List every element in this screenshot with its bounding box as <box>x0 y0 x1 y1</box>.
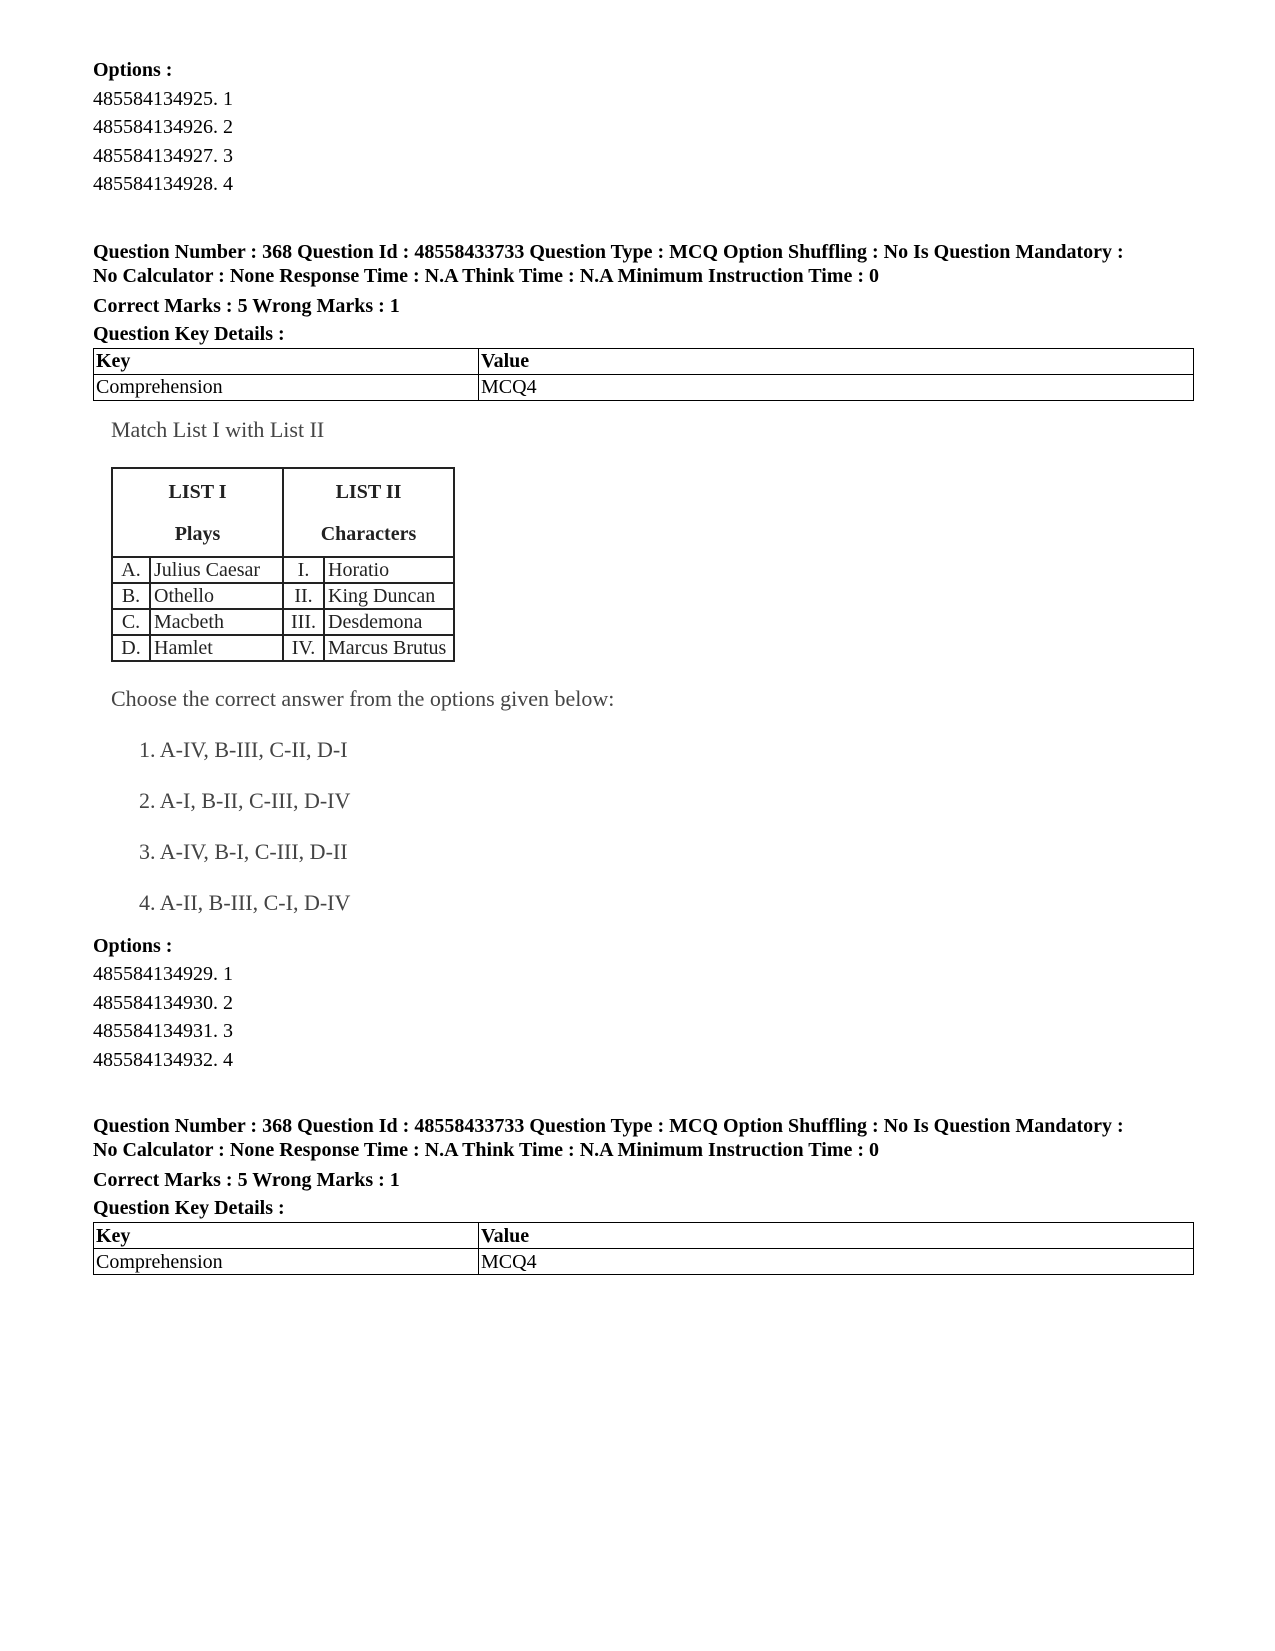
list1-letter: A. <box>112 557 150 583</box>
options-heading: Options : <box>93 59 173 81</box>
list1-header <box>112 468 283 557</box>
list1-play: Othello <box>150 583 283 609</box>
list2-numeral: I. <box>283 557 324 583</box>
value-header: Value <box>479 348 1194 374</box>
next-question-block <box>93 1114 1193 1275</box>
list2-character: Desdemona <box>324 609 454 635</box>
question-body <box>93 415 1193 918</box>
option-item: 485584134925. 1 <box>93 87 233 110</box>
list2-character: Horatio <box>324 557 454 583</box>
list1-play: Hamlet <box>150 635 283 661</box>
question-header-line2: No Calculator : None Response Time : N.A Think Time : N.A Minimum Instruction Time : 0 <box>93 264 879 287</box>
list1-title: LIST I <box>168 480 227 503</box>
key-details-label: Question Key Details : <box>93 1197 285 1219</box>
list1-letter: B. <box>112 583 150 609</box>
question-options-block <box>93 932 1193 1075</box>
key-cell: Comprehension <box>94 374 479 400</box>
option-item: 485584134931. 3 <box>93 1020 233 1042</box>
option-item: 485584134932. 4 <box>93 1048 233 1071</box>
choose-instruction: Choose the correct answer from the options given below: <box>111 685 615 711</box>
match-table <box>111 467 455 662</box>
match-row <box>112 609 454 635</box>
list2-character: King Duncan <box>324 583 454 609</box>
list2-numeral: II. <box>283 583 324 609</box>
option-item: 485584134927. 3 <box>93 144 233 167</box>
value-cell: MCQ4 <box>479 1249 1194 1275</box>
key-header: Key <box>94 348 479 374</box>
option-item: 485584134930. 2 <box>93 991 233 1014</box>
list1-play: Julius Caesar <box>150 557 283 583</box>
match-row <box>112 583 454 609</box>
list1-play: Macbeth <box>150 609 283 635</box>
question-header-line1: Question Number : 368 Question Id : 48558433733 Question Type : MCQ Option Shuffling : No Is Question Mandatory : <box>93 1115 1124 1137</box>
list1-letter: D. <box>112 635 150 661</box>
answer-choice: 4. A-II, B-III, C-I, D-IV <box>139 889 351 915</box>
match-row <box>112 635 454 661</box>
list2-character: Marcus Brutus <box>324 635 454 661</box>
question-header-line2: No Calculator : None Response Time : N.A Think Time : N.A Minimum Instruction Time : 0 <box>93 1139 879 1161</box>
value-header: Value <box>479 1223 1194 1249</box>
value-cell: MCQ4 <box>479 374 1194 400</box>
answer-choice: 1. A-IV, B-III, C-II, D-I <box>139 736 348 762</box>
question-prompt: Match List I with List II <box>111 416 325 442</box>
list1-letter: C. <box>112 609 150 635</box>
document-page <box>93 56 1193 1275</box>
option-item: 485584134928. 4 <box>93 173 233 195</box>
question-block <box>93 240 1193 1075</box>
match-row <box>112 557 454 583</box>
key-details-table <box>93 348 1194 401</box>
option-item: 485584134929. 1 <box>93 963 233 985</box>
answer-choice: 3. A-IV, B-I, C-III, D-II <box>139 838 348 864</box>
key-header: Key <box>94 1223 479 1249</box>
key-details-table <box>93 1222 1194 1275</box>
option-item: 485584134926. 2 <box>93 116 233 138</box>
answer-choice: 2. A-I, B-II, C-III, D-IV <box>139 787 351 813</box>
list2-title: LIST II <box>335 480 402 503</box>
options-heading: Options : <box>93 934 173 957</box>
question-header-line1: Question Number : 368 Question Id : 48558433733 Question Type : MCQ Option Shuffling : No Is Question Mandatory : <box>93 240 1124 263</box>
question-marks: Correct Marks : 5 Wrong Marks : 1 <box>93 294 400 317</box>
list1-subtitle: Plays <box>174 522 221 545</box>
list2-numeral: IV. <box>283 635 324 661</box>
list2-numeral: III. <box>283 609 324 635</box>
key-details-label: Question Key Details : <box>93 322 285 345</box>
question-marks: Correct Marks : 5 Wrong Marks : 1 <box>93 1169 400 1191</box>
list2-subtitle: Characters <box>320 522 417 545</box>
list2-header <box>283 468 454 557</box>
key-cell: Comprehension <box>94 1249 479 1275</box>
top-options-block <box>93 56 1193 199</box>
